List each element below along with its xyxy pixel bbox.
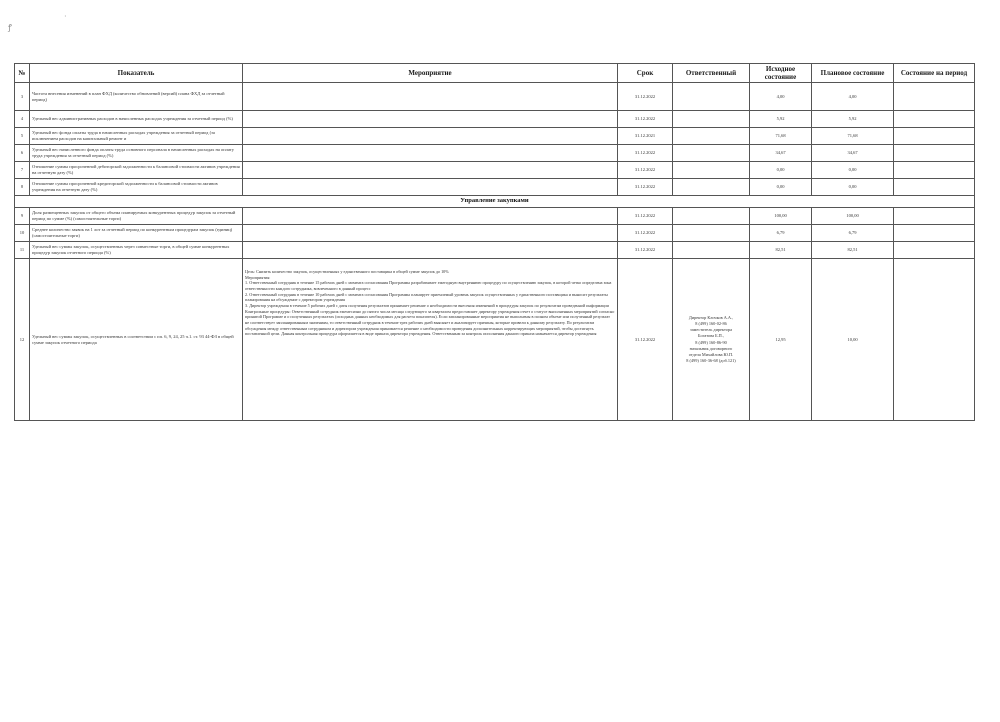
row-deadline: 31.12.2021 xyxy=(618,128,673,145)
row-activity xyxy=(243,242,618,259)
row-planned: 34,67 xyxy=(812,145,894,162)
responsible-line: 8 (499) 160-86-90 xyxy=(695,339,727,345)
row-indicator: Удельный вес суммы закупок, осуществленных через совместные торги, в общей сумме конкурентных процедур закупок отчетного периода (%) xyxy=(30,242,243,259)
row-deadline: 31.12.2022 xyxy=(618,145,673,162)
row-number: 8 xyxy=(15,179,30,196)
row-initial: 34,67 xyxy=(750,145,812,162)
row-indicator: Удельный вес начисленного фонда оплаты труда основного персонала в начисленных расходах на оплату труда учреждения за отчетный период (%) xyxy=(30,145,243,162)
scan-mark-2: · xyxy=(64,12,67,21)
activity-line: 2. Ответственный сотрудник в течение 10 рабочих дней с момента согласования Программы планирует приемлемый уровень закупок осуществленных у единственного поставщика и выносит результаты планирования на обсуждение с директором учреждения xyxy=(245,291,608,303)
scan-mark: ꝭ xyxy=(8,23,12,32)
table-row xyxy=(15,83,975,111)
table-row xyxy=(15,242,975,259)
header-row xyxy=(15,64,975,83)
row-activity xyxy=(243,208,618,225)
header-planned: Плановое состояние xyxy=(812,64,894,83)
table-row xyxy=(15,208,975,225)
program-table xyxy=(14,63,975,421)
row-period xyxy=(894,111,975,128)
row-activity xyxy=(243,145,618,162)
row-initial: 0,00 xyxy=(750,162,812,179)
row-deadline: 31.12.2022 xyxy=(618,208,673,225)
row-responsible xyxy=(673,83,750,111)
row-initial: 6,79 xyxy=(750,225,812,242)
row-number: 9 xyxy=(15,208,30,225)
section-row xyxy=(15,196,975,208)
responsible-line: начальник договорного xyxy=(689,345,733,351)
responsible-line: Директор Клочков А.А., xyxy=(688,315,734,321)
row-deadline: 31.12.2022 xyxy=(618,242,673,259)
activity-line: Контрольные процедуры: Ответственный сотрудник ежемесячно до пятого числа месяца следующего за кварталом предоставляет директору учреждения отчет о статусе выполненных мероприятий согласно принятой Программе и о полученных результатах (исходных данных необходимых для расчета показателя). Если запланированные мероприятия не выполнены в полном объеме или полученный результат не соответствует запланированным значениям, то ответственный сотрудник в течение трех рабочих дней выясняет и анализирует причины, которые привели к данному результату. По результатам обсуждения между ответственным сотрудником и директором учреждения принимается решение о необходимости проведения дополнительных корректирующих мероприятий, чтобы достигнуть поставленной цели. Данная контрольная процедура оформляется в виде приказа директора учреждения. Ответственным за контроль исполнения данного приказа назначается директор учреждения xyxy=(245,308,615,337)
row-period xyxy=(894,179,975,196)
row-period xyxy=(894,225,975,242)
header-indicator: Показатель xyxy=(30,64,243,83)
row-number: 10 xyxy=(15,225,30,242)
row-planned: 6,79 xyxy=(812,225,894,242)
row-responsible xyxy=(673,225,750,242)
header-activity: Мероприятие xyxy=(243,64,618,83)
table-row xyxy=(15,145,975,162)
row-initial: 82,51 xyxy=(750,242,812,259)
row-period xyxy=(894,242,975,259)
row-initial: 71,68 xyxy=(750,128,812,145)
report-sheet xyxy=(14,63,974,421)
row-indicator: Среднее количество заявок на 1 лот за отчетный период по конкурентным процедурам закупок (единиц) (самостоятельные торги) xyxy=(30,225,243,242)
row-responsible xyxy=(673,242,750,259)
header-no: № xyxy=(15,64,30,83)
row-initial: 4,00 xyxy=(750,83,812,111)
row-responsible xyxy=(673,111,750,128)
row-activity xyxy=(243,179,618,196)
row-planned: 71,68 xyxy=(812,128,894,145)
table-row xyxy=(15,259,975,421)
row-responsible xyxy=(673,259,750,421)
activity-line: 1. Ответственный сотрудник в течение 15 рабочих дней с момента согласования Программы разрабатывает ежегодную внутреннюю процедуру по осуществлению закупок, в которой четко определена зона ответственности каждого сотрудника, вовлеченного в данный процесс xyxy=(245,280,612,292)
row-responsible xyxy=(673,208,750,225)
row-planned: 100,00 xyxy=(812,208,894,225)
row-indicator: Удельный вес суммы закупок, осуществленных в соответствии с пп. 6, 9, 24, 25 ч.1. ст. 93 44-ФЗ в общей сумме закупок отчетного периода xyxy=(30,259,243,421)
table-row xyxy=(15,128,975,145)
row-activity xyxy=(243,162,618,179)
row-initial: 0,00 xyxy=(750,179,812,196)
row-period xyxy=(894,162,975,179)
responsible-line: заместитель директора xyxy=(690,327,732,333)
row-planned: 4,00 xyxy=(812,83,894,111)
activity-line: 3. Директор учреждения в течение 5 рабочих дней с даты получения результатов принимает решение о необходимости внесения изменений в процедуры закупок по результатам проведенной информации xyxy=(245,303,609,309)
row-period xyxy=(894,83,975,111)
row-deadline: 31.12.2022 xyxy=(618,83,673,111)
row-indicator: Удельный вес фонда оплаты труда в начисленных расходах учреждения за отчетный период (за исключением расходов на капитальный ремонт и xyxy=(30,128,243,145)
row-number: 5 xyxy=(15,128,30,145)
row-period xyxy=(894,128,975,145)
activity-line: Цель: Снизить количество закупок, осуществленных у единственного поставщика в общей сумме закупок до 10% xyxy=(245,269,449,274)
row-activity xyxy=(243,259,618,421)
row-deadline: 31.12.2022 xyxy=(618,179,673,196)
responsible-line: Богатова Б.П., xyxy=(698,333,724,339)
section-title: Управление закупками xyxy=(15,196,975,208)
header-initial: Исходное состояние xyxy=(750,64,812,83)
header-period: Состояние на период xyxy=(894,64,975,83)
header-responsible: Ответственный xyxy=(673,64,750,83)
row-planned: 0,00 xyxy=(812,179,894,196)
row-indicator: Отношение суммы просроченной дебиторской задолженности к балансовой стоимости активов учреждения на отчетную дату (%) xyxy=(30,162,243,179)
table-row xyxy=(15,111,975,128)
activity-line: Мероприятия: xyxy=(245,274,271,280)
row-planned: 5,92 xyxy=(812,111,894,128)
row-deadline: 31.12.2022 xyxy=(618,259,673,421)
row-indicator: Доля размещенных закупок от общего объема планируемых конкурентных процедур закупок за отчетный период по сумме (%) (самостоятельные торги) xyxy=(30,208,243,225)
row-period xyxy=(894,145,975,162)
row-initial: 5,92 xyxy=(750,111,812,128)
row-activity xyxy=(243,225,618,242)
row-activity xyxy=(243,128,618,145)
row-responsible xyxy=(673,162,750,179)
row-period xyxy=(894,208,975,225)
table-row xyxy=(15,225,975,242)
row-number: 3 xyxy=(15,83,30,111)
table-row xyxy=(15,162,975,179)
row-number: 11 xyxy=(15,242,30,259)
row-responsible xyxy=(673,145,750,162)
row-initial: 100,00 xyxy=(750,208,812,225)
row-number: 12 xyxy=(15,259,30,421)
row-planned: 0,00 xyxy=(812,162,894,179)
row-responsible xyxy=(673,179,750,196)
row-indicator: Отношение суммы просроченной кредиторской задолженности к балансовой стоимости активов учреждения на отчетную дату (%) xyxy=(30,179,243,196)
row-planned: 82,51 xyxy=(812,242,894,259)
row-responsible xyxy=(673,128,750,145)
responsible-line: 8 (499) 160-02-86 xyxy=(695,321,727,327)
responsible-line: отдела Михайлова Ю.П. xyxy=(688,351,734,357)
row-initial: 12,95 xyxy=(750,259,812,421)
responsible-line: 8 (499) 160-36-68 (доб.121) xyxy=(686,357,736,363)
header-deadline: Срок xyxy=(618,64,673,83)
row-planned: 10,00 xyxy=(812,259,894,421)
row-activity xyxy=(243,83,618,111)
row-number: 4 xyxy=(15,111,30,128)
row-activity xyxy=(243,111,618,128)
table-row xyxy=(15,179,975,196)
row-number: 7 xyxy=(15,162,30,179)
row-period xyxy=(894,259,975,421)
row-deadline: 31.12.2022 xyxy=(618,162,673,179)
row-indicator: Частота внесения изменений в план ФХД (количество обновлений (версий) плана ФХД за отчетный период) xyxy=(30,83,243,111)
row-deadline: 31.12.2022 xyxy=(618,111,673,128)
row-number: 6 xyxy=(15,145,30,162)
row-deadline: 31.12.2022 xyxy=(618,225,673,242)
row-indicator: Удельный вес административных расходов в начисленных расходах учреждения за отчетный период (%) xyxy=(30,111,243,128)
